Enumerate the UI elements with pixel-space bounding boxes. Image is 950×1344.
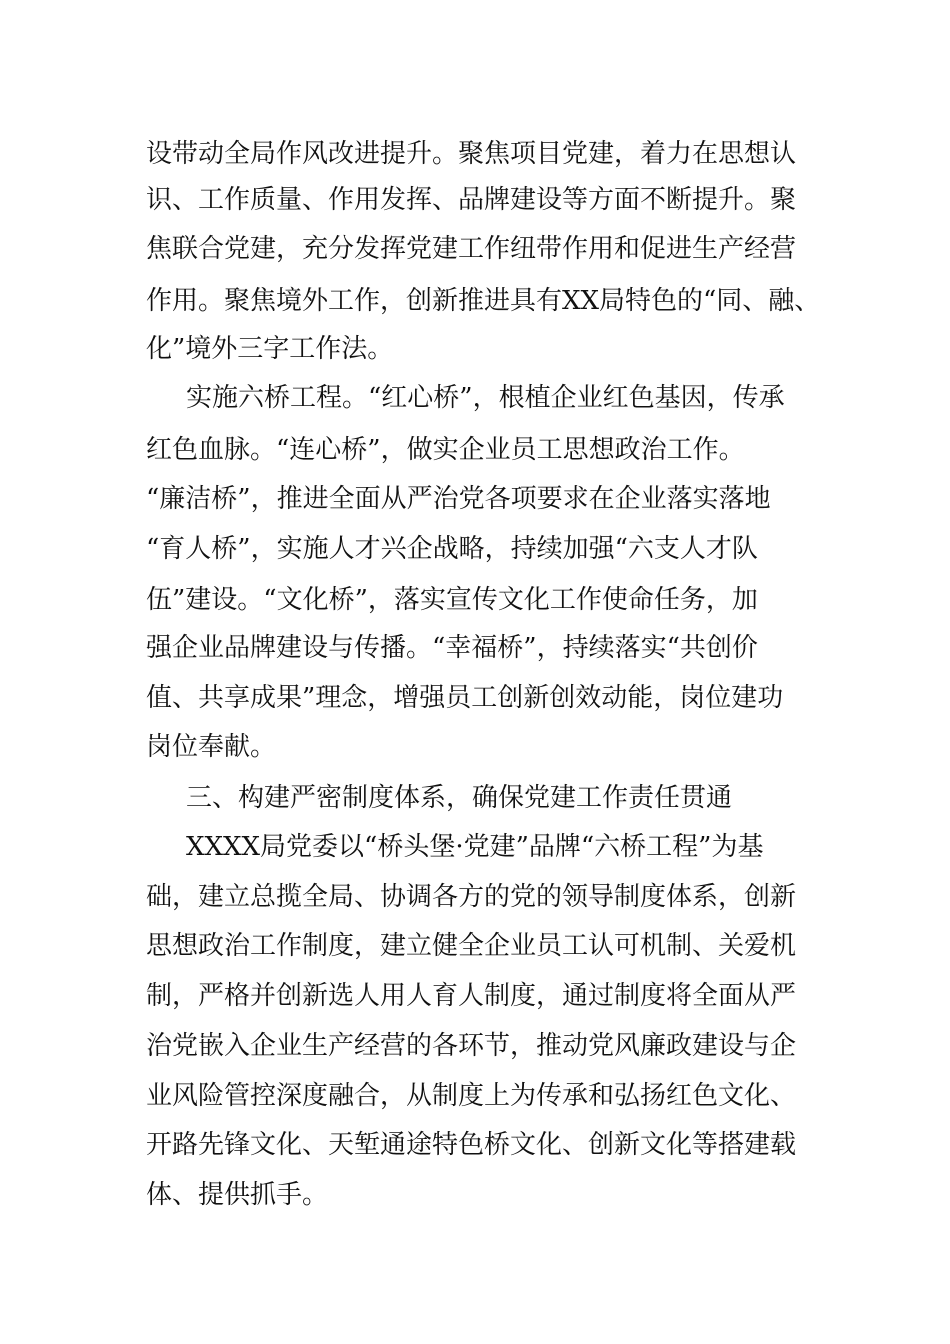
text-line: 作用。聚焦境外工作，创新推进具有XX局特色的“同、融、 (146, 286, 821, 316)
text-line: 制，严格并创新选人用人育人制度，通过制度将全面从严 (146, 981, 797, 1011)
text-line: 设带动全局作风改进提升。聚焦项目党建，着力在思想认 (146, 139, 797, 169)
text-line: 础，建立总揽全局、协调各方的党的领导制度体系，创新 (146, 882, 797, 912)
text-line: 焦联合党建，充分发挥党建工作纽带作用和促进生产经营 (146, 234, 797, 264)
text-line: 思想政治工作制度，建立健全企业员工认可机制、关爱机 (146, 931, 797, 961)
text-line: 识、工作质量、作用发挥、品牌建设等方面不断提升。聚 (146, 185, 797, 215)
text-line: 红色血脉。“连心桥”，做实企业员工思想政治工作。 (146, 435, 745, 465)
text-line: “育人桥”，实施人才兴企战略，持续加强“六支人才队 (146, 534, 758, 564)
text-line: 体、提供抓手。 (146, 1180, 329, 1210)
text-line: 业风险管控深度融合，从制度上为传承和弘扬红色文化、 (146, 1081, 797, 1111)
text-line: 伍”建设。“文化桥”，落实宣传文化工作使命任务，加 (146, 585, 758, 615)
text-line: 强企业品牌建设与传播。“幸福桥”，持续落实“共创价 (146, 633, 758, 663)
text-line: 开路先锋文化、天堑通途特色桥文化、创新文化等搭建载 (146, 1130, 797, 1160)
section-heading: 三、构建严密制度体系，确保党建工作责任贯通 (186, 783, 733, 813)
text-line: 实施六桥工程。“红心桥”，根植企业红色基因，传承 (186, 383, 785, 413)
text-line: 值、共享成果”理念，增强员工创新创效动能，岗位建功 (146, 683, 784, 713)
text-line: 治党嵌入企业生产经营的各环节，推动党风廉政建设与企 (146, 1031, 797, 1061)
text-line: 岗位奉献。 (146, 732, 277, 762)
text-line: 化”境外三字工作法。 (146, 334, 394, 364)
text-line: XXXX局党委以“桥头堡·党建”品牌“六桥工程”为基 (186, 832, 764, 862)
text-line: “廉洁桥”，推进全面从严治党各项要求在企业落实落地 (146, 484, 771, 514)
